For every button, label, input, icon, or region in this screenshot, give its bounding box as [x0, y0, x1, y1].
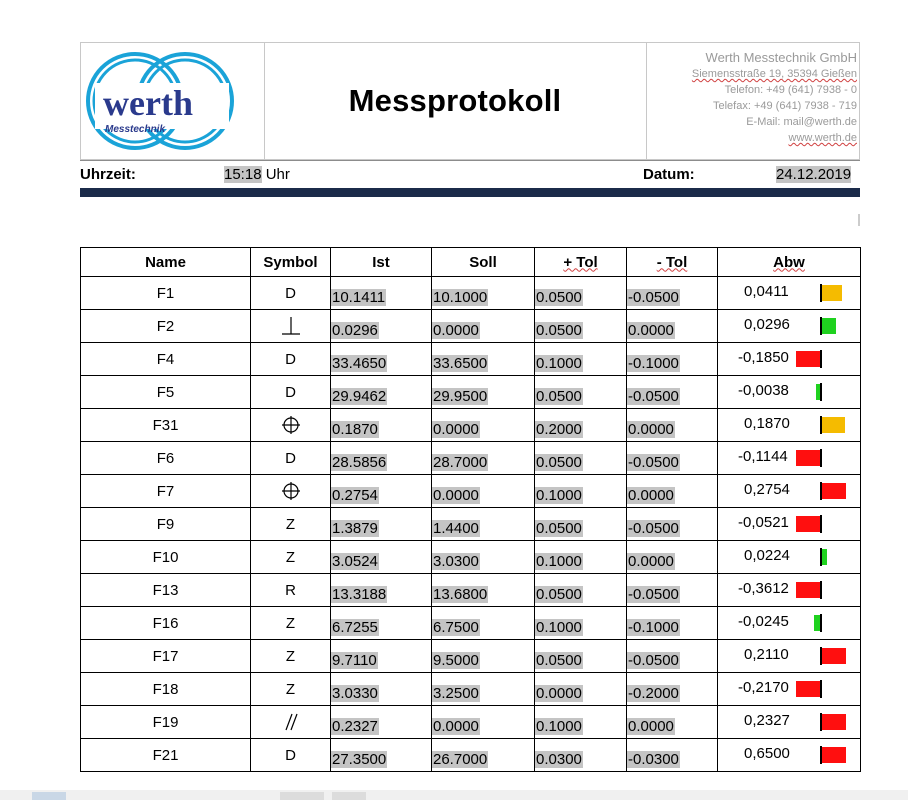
cell-minus-tol: [627, 310, 718, 343]
parallelism-icon: [251, 706, 331, 739]
abw-value: -0,1144: [738, 448, 788, 465]
column-header-abw: Abw: [718, 248, 861, 277]
cell-minus-tol-value[interactable]: -0.0500: [628, 652, 679, 669]
status-bar-fill: [822, 417, 845, 433]
cell-minus-tol: [627, 541, 718, 574]
cell-minus-tol: [627, 673, 718, 706]
title-cell: [264, 43, 647, 159]
table-row: [81, 706, 861, 739]
cell-symbol: Z: [251, 673, 331, 706]
status-bar-stem: [820, 317, 822, 335]
cell-ist: [331, 475, 432, 508]
taskbar-item[interactable]: [32, 792, 66, 800]
deviation-status-bar: [718, 284, 858, 302]
cell-soll: [432, 541, 535, 574]
cell-minus-tol: [627, 475, 718, 508]
table-row: [81, 673, 861, 706]
cell-abw: [718, 508, 861, 541]
cell-symbol: D: [251, 277, 331, 310]
cell-soll-value[interactable]: 3.2500: [433, 685, 479, 702]
cell-minus-tol-value[interactable]: 0.0000: [628, 322, 674, 339]
cell-plus-tol-value[interactable]: 0.0500: [536, 322, 582, 339]
status-bar-stem: [820, 647, 822, 665]
protocol-header: [80, 42, 860, 160]
perpendicularity-icon: [251, 310, 331, 343]
cell-ist-value[interactable]: 27.3500: [332, 751, 387, 768]
cell-minus-tol-value[interactable]: -0.0500: [628, 289, 679, 306]
cell-plus-tol-value[interactable]: 0.0500: [536, 652, 582, 669]
cell-plus-tol-value[interactable]: 0.0500: [536, 454, 582, 471]
cell-soll-value[interactable]: 9.5000: [433, 652, 479, 669]
status-bar-stem: [820, 746, 822, 764]
cell-abw: [718, 376, 861, 409]
cell-ist: [331, 706, 432, 739]
cell-plus-tol: [535, 376, 627, 409]
cell-abw: [718, 541, 861, 574]
cell-plus-tol: [535, 409, 627, 442]
cell-soll: [432, 442, 535, 475]
status-bar-fill: [822, 747, 846, 763]
cell-symbol: Z: [251, 640, 331, 673]
cell-soll: [432, 739, 535, 772]
cell-plus-tol-value[interactable]: 0.1000: [536, 718, 582, 735]
cell-minus-tol-value[interactable]: 0.0000: [628, 487, 674, 504]
cell-symbol: Z: [251, 508, 331, 541]
cell-symbol: Z: [251, 541, 331, 574]
abw-value: 0,1870: [744, 415, 790, 432]
cell-name: F21: [81, 739, 251, 772]
cell-ist: [331, 739, 432, 772]
cell-symbol: D: [251, 376, 331, 409]
cell-plus-tol: [535, 640, 627, 673]
cell-ist-value[interactable]: 28.5856: [332, 454, 387, 471]
cell-abw: [718, 607, 861, 640]
taskbar-strip: [0, 790, 908, 800]
taskbar-item[interactable]: [332, 792, 366, 800]
status-bar-stem: [820, 383, 822, 401]
cell-ist: [331, 607, 432, 640]
deviation-status-bar: [718, 581, 858, 599]
cell-plus-tol: [535, 277, 627, 310]
cell-ist-value[interactable]: 6.7255: [332, 619, 378, 636]
cell-minus-tol-value[interactable]: -0.0300: [628, 751, 679, 768]
cell-name: F6: [81, 442, 251, 475]
cell-abw: [718, 673, 861, 706]
status-bar-stem: [820, 416, 822, 434]
table-row: [81, 376, 861, 409]
cell-minus-tol-value[interactable]: -0.1000: [628, 619, 679, 636]
cell-ist: [331, 673, 432, 706]
table-row: [81, 310, 861, 343]
status-bar-fill: [822, 285, 842, 301]
abw-value: 0,0296: [744, 316, 790, 333]
status-bar-stem: [820, 614, 822, 632]
status-bar-stem: [820, 482, 822, 500]
cell-minus-tol: [627, 376, 718, 409]
cell-plus-tol: [535, 607, 627, 640]
cell-name: F18: [81, 673, 251, 706]
cell-plus-tol: [535, 343, 627, 376]
cell-soll-value[interactable]: 0.0000: [433, 487, 479, 504]
cell-symbol: D: [251, 343, 331, 376]
cell-abw: [718, 277, 861, 310]
deviation-status-bar: [718, 383, 858, 401]
cell-name: F31: [81, 409, 251, 442]
column-header-minus-tol: - Tol: [627, 248, 718, 277]
time-value[interactable]: 15:18: [224, 166, 262, 183]
cell-symbol: Z: [251, 607, 331, 640]
company-address-block: [647, 49, 857, 146]
column-header-soll: Soll: [432, 248, 535, 277]
company-phone: Telefon: +49 (641) 7938 - 0: [724, 84, 857, 96]
cell-name: F2: [81, 310, 251, 343]
cell-minus-tol-value[interactable]: 0.0000: [628, 421, 674, 438]
cell-ist-value[interactable]: 33.4650: [332, 355, 387, 372]
cell-plus-tol-value[interactable]: 0.1000: [536, 553, 582, 570]
cell-plus-tol: [535, 508, 627, 541]
cell-soll-value[interactable]: 1.4400: [433, 520, 479, 537]
cell-plus-tol-value[interactable]: 0.0500: [536, 388, 582, 405]
table-row: [81, 739, 861, 772]
column-header-ist: Ist: [331, 248, 432, 277]
cell-plus-tol-value[interactable]: 0.1000: [536, 355, 582, 372]
logo-subtext: Messtechnik: [105, 124, 166, 135]
taskbar-item[interactable]: [280, 792, 324, 800]
status-bar-stem: [820, 515, 822, 533]
cell-abw: [718, 739, 861, 772]
cell-plus-tol-value[interactable]: 0.1000: [536, 487, 582, 504]
date-label: Datum:: [643, 166, 695, 183]
header-divider: [80, 160, 860, 161]
table-row: [81, 442, 861, 475]
cell-name: F7: [81, 475, 251, 508]
company-fax: Telefax: +49 (641) 7938 - 719: [712, 100, 857, 112]
cell-minus-tol: [627, 409, 718, 442]
cell-minus-tol: [627, 343, 718, 376]
cell-soll-value[interactable]: 0.0000: [433, 421, 479, 438]
cell-plus-tol-value[interactable]: 0.2000: [536, 421, 582, 438]
table-row: [81, 343, 861, 376]
abw-value: 0,2327: [744, 712, 790, 729]
column-header-plus-tol: + Tol: [535, 248, 627, 277]
cell-ist-value[interactable]: 29.9462: [332, 388, 387, 405]
deviation-status-bar: [718, 746, 858, 764]
cell-plus-tol: [535, 673, 627, 706]
status-bar-fill: [796, 351, 820, 367]
status-bar-fill: [822, 549, 827, 565]
cell-name: F5: [81, 376, 251, 409]
time-field: [224, 166, 290, 183]
cell-ist-value[interactable]: 10.1411: [332, 289, 386, 306]
cell-abw: [718, 310, 861, 343]
cell-plus-tol: [535, 541, 627, 574]
cell-ist-value[interactable]: 3.0524: [332, 553, 378, 570]
status-bar-fill: [796, 681, 820, 697]
status-bar-stem: [820, 713, 822, 731]
status-bar-fill: [822, 714, 846, 730]
cell-name: F4: [81, 343, 251, 376]
status-bar-fill: [796, 450, 820, 466]
cell-soll-value[interactable]: 13.6800: [433, 586, 488, 603]
cell-ist-value[interactable]: 0.2327: [332, 718, 378, 735]
cell-soll-value[interactable]: 0.0000: [433, 718, 479, 735]
table-body: [81, 277, 861, 772]
cell-minus-tol-value[interactable]: 0.0000: [628, 553, 674, 570]
cell-name: F10: [81, 541, 251, 574]
deviation-status-bar: [718, 350, 858, 368]
cell-ist-value[interactable]: 13.3188: [332, 586, 387, 603]
cell-plus-tol-value[interactable]: 0.0500: [536, 289, 582, 306]
position-icon: [251, 475, 331, 508]
status-bar-fill: [822, 483, 846, 499]
page-margin-mark-left: [63, 214, 75, 226]
cell-plus-tol-value[interactable]: 0.0300: [536, 751, 582, 768]
company-website[interactable]: www.werth.de: [788, 132, 857, 144]
cell-soll: [432, 607, 535, 640]
cell-soll: [432, 277, 535, 310]
company-email[interactable]: E-Mail: mail@werth.de: [746, 116, 857, 128]
abw-value: 0,0224: [744, 547, 790, 564]
cell-soll-value[interactable]: 26.7000: [433, 751, 488, 768]
cell-soll: [432, 508, 535, 541]
deviation-status-bar: [718, 449, 858, 467]
table-row: [81, 607, 861, 640]
status-bar-stem: [820, 449, 822, 467]
cell-minus-tol-value[interactable]: -0.1000: [628, 355, 679, 372]
table-row: [81, 277, 861, 310]
position-icon: [251, 409, 331, 442]
cell-ist: [331, 541, 432, 574]
cell-symbol: R: [251, 574, 331, 607]
cell-abw: [718, 475, 861, 508]
abw-value: -0,2170: [738, 679, 789, 696]
column-header-symbol: Symbol: [251, 248, 331, 277]
status-bar-fill: [796, 516, 820, 532]
cell-name: F9: [81, 508, 251, 541]
cell-soll: [432, 574, 535, 607]
cell-soll: [432, 640, 535, 673]
cell-soll: [432, 673, 535, 706]
cell-ist-value[interactable]: 0.2754: [332, 487, 378, 504]
cell-minus-tol-value[interactable]: 0.0000: [628, 718, 674, 735]
cell-minus-tol-value[interactable]: -0.0500: [628, 388, 679, 405]
cell-plus-tol-value[interactable]: 0.0500: [536, 586, 582, 603]
cell-name: F16: [81, 607, 251, 640]
company-logo: [81, 43, 265, 159]
table-row: [81, 640, 861, 673]
deviation-status-bar: [718, 713, 858, 731]
abw-value: 0,6500: [744, 745, 790, 762]
page-margin-mark-right: [858, 214, 870, 226]
cell-abw: [718, 706, 861, 739]
deviation-status-bar: [718, 482, 858, 500]
cell-soll-value[interactable]: 28.7000: [433, 454, 488, 471]
company-name: Werth Messtechnik GmbH: [705, 50, 857, 65]
cell-minus-tol-value[interactable]: -0.2000: [628, 685, 679, 702]
cell-soll: [432, 475, 535, 508]
cell-ist: [331, 574, 432, 607]
cell-ist-value[interactable]: 1.3879: [332, 520, 378, 537]
status-bar-stem: [820, 350, 822, 368]
cell-minus-tol: [627, 277, 718, 310]
cell-plus-tol-value[interactable]: 0.1000: [536, 619, 582, 636]
abw-value: 0,2754: [744, 481, 790, 498]
cell-soll: [432, 343, 535, 376]
cell-soll-value[interactable]: 0.0000: [433, 322, 479, 339]
cell-minus-tol: [627, 442, 718, 475]
status-bar-stem: [820, 581, 822, 599]
cell-plus-tol-value[interactable]: 0.0500: [536, 520, 582, 537]
company-address: Siemensstraße 19, 35394 Gießen: [691, 68, 857, 80]
cell-minus-tol: [627, 574, 718, 607]
time-label: Uhrzeit:: [80, 166, 136, 183]
cell-abw: [718, 409, 861, 442]
deviation-status-bar: [718, 548, 858, 566]
cell-ist: [331, 343, 432, 376]
cell-name: F19: [81, 706, 251, 739]
cell-ist: [331, 409, 432, 442]
cell-abw: [718, 640, 861, 673]
measurement-table: [80, 247, 861, 772]
status-bar-stem: [820, 548, 822, 566]
abw-value: -0,0245: [738, 613, 789, 630]
table-row: [81, 541, 861, 574]
abw-value: 0,2110: [744, 646, 789, 663]
cell-soll-value[interactable]: 3.0300: [433, 553, 479, 570]
cell-ist: [331, 442, 432, 475]
cell-name: F13: [81, 574, 251, 607]
cell-soll: [432, 706, 535, 739]
status-bar-fill: [822, 648, 846, 664]
cell-symbol: D: [251, 739, 331, 772]
cell-plus-tol: [535, 310, 627, 343]
cell-ist-value[interactable]: 9.7110: [332, 652, 377, 669]
time-unit: Uhr: [265, 166, 290, 183]
cell-ist-value[interactable]: 0.1870: [332, 421, 378, 438]
cell-ist: [331, 640, 432, 673]
cell-plus-tol-value[interactable]: 0.0000: [536, 685, 582, 702]
abw-value: -0,0521: [738, 514, 789, 531]
cell-plus-tol: [535, 475, 627, 508]
cell-plus-tol: [535, 739, 627, 772]
logo-text: werth: [103, 83, 193, 123]
header-accent-bar: [80, 188, 860, 197]
cell-soll-value[interactable]: 29.9500: [433, 388, 488, 405]
cell-ist: [331, 508, 432, 541]
status-bar-fill: [796, 582, 820, 598]
cell-minus-tol-value[interactable]: -0.0500: [628, 454, 679, 471]
cell-symbol: D: [251, 442, 331, 475]
table-row: [81, 475, 861, 508]
cell-soll: [432, 409, 535, 442]
cell-minus-tol: [627, 706, 718, 739]
abw-value: -0,0038: [738, 382, 789, 399]
abw-value: 0,0411: [744, 283, 789, 300]
cell-soll: [432, 376, 535, 409]
cell-abw: [718, 442, 861, 475]
cell-minus-tol: [627, 607, 718, 640]
abw-value: -0,3612: [738, 580, 789, 597]
cell-ist: [331, 376, 432, 409]
cell-plus-tol: [535, 442, 627, 475]
cell-ist-value[interactable]: 0.0296: [332, 322, 378, 339]
cell-name: F17: [81, 640, 251, 673]
table-header-row: [81, 248, 861, 277]
abw-value: -0,1850: [738, 349, 789, 366]
cell-minus-tol-value[interactable]: -0.0500: [628, 520, 679, 537]
cell-plus-tol: [535, 706, 627, 739]
cell-ist: [331, 277, 432, 310]
deviation-status-bar: [718, 647, 858, 665]
table-row: [81, 508, 861, 541]
cell-soll: [432, 310, 535, 343]
cell-plus-tol: [535, 574, 627, 607]
deviation-status-bar: [718, 317, 858, 335]
cell-minus-tol-value[interactable]: -0.0500: [628, 586, 679, 603]
date-value[interactable]: 24.12.2019: [776, 166, 852, 183]
cell-soll-value[interactable]: 33.6500: [433, 355, 488, 372]
cell-abw: [718, 574, 861, 607]
status-bar-fill: [822, 318, 836, 334]
table-row: [81, 574, 861, 607]
deviation-status-bar: [718, 515, 858, 533]
deviation-status-bar: [718, 416, 858, 434]
status-bar-stem: [820, 284, 822, 302]
deviation-status-bar: [718, 680, 858, 698]
deviation-status-bar: [718, 614, 858, 632]
cell-minus-tol: [627, 508, 718, 541]
page-title: Messprotokoll: [348, 83, 562, 118]
status-bar-stem: [820, 680, 822, 698]
cell-ist: [331, 310, 432, 343]
cell-minus-tol: [627, 739, 718, 772]
cell-abw: [718, 343, 861, 376]
cell-soll-value[interactable]: 6.7500: [433, 619, 479, 636]
cell-ist-value[interactable]: 3.0330: [332, 685, 378, 702]
cell-name: F1: [81, 277, 251, 310]
cell-minus-tol: [627, 640, 718, 673]
info-bar: [80, 164, 860, 186]
cell-soll-value[interactable]: 10.1000: [433, 289, 488, 306]
table-row: [81, 409, 861, 442]
column-header-name: Name: [81, 248, 251, 277]
